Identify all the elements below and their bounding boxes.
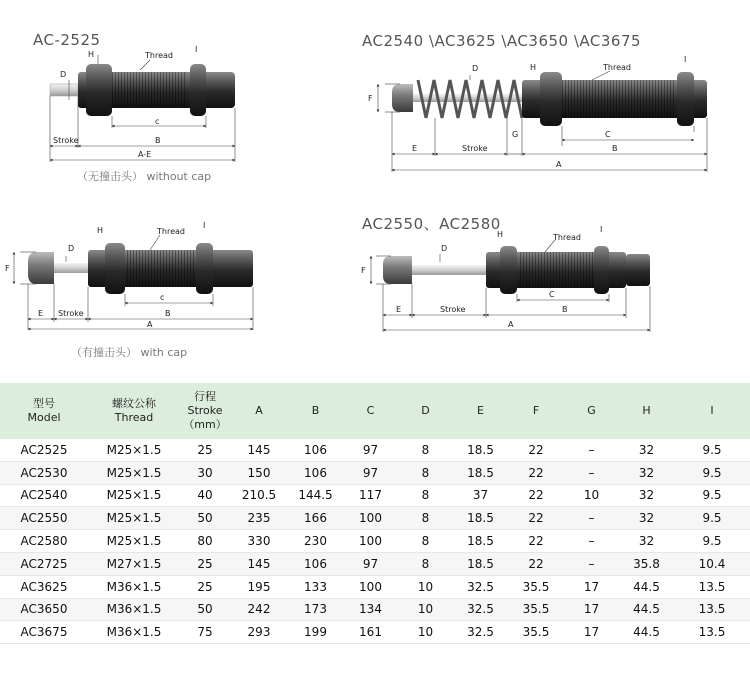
- caption-en: with cap: [140, 346, 188, 359]
- table-cell: M27×1.5: [88, 552, 180, 575]
- table-cell: M36×1.5: [88, 575, 180, 598]
- table-cell: M25×1.5: [88, 439, 180, 461]
- table-cell: 117: [343, 484, 398, 507]
- table-cell: –: [564, 461, 619, 484]
- col-i: I: [674, 383, 750, 439]
- caption-cn: （无撞击头）: [77, 170, 143, 183]
- e-label: E: [38, 309, 44, 318]
- table-row: [0, 507, 750, 530]
- table-cell: 32: [619, 530, 674, 553]
- col-d: D: [398, 383, 453, 439]
- table-cell: 100: [343, 530, 398, 553]
- table-row: [0, 461, 750, 484]
- table-cell: 32: [619, 484, 674, 507]
- table-cell: 22: [508, 439, 564, 461]
- table-cell: 8: [398, 461, 453, 484]
- table-cell: 18.5: [453, 461, 508, 484]
- table-cell: 195: [230, 575, 288, 598]
- table-row: [0, 530, 750, 553]
- table-cell: 32: [619, 507, 674, 530]
- table-cell: M25×1.5: [88, 461, 180, 484]
- table-cell: 242: [230, 598, 288, 621]
- ae-label: A-E: [138, 150, 152, 159]
- table-cell: 18.5: [453, 507, 508, 530]
- table-cell: 173: [288, 598, 343, 621]
- table-cell: 44.5: [619, 575, 674, 598]
- table-row: [0, 575, 750, 598]
- table-cell: 13.5: [674, 598, 750, 621]
- stroke-label: Stroke: [53, 136, 79, 145]
- table-cell: 35.8: [619, 552, 674, 575]
- table-cell: 18.5: [453, 439, 508, 461]
- lock-nut: [86, 64, 112, 116]
- table-cell: 17: [564, 621, 619, 644]
- table-cell: AC3650: [0, 598, 88, 621]
- c-label: c: [160, 293, 165, 302]
- thread-label: Thread: [157, 227, 185, 236]
- table-cell: 134: [343, 598, 398, 621]
- title-ac2540-group: AC2540 \AC3625 \AC3650 \AC3675: [362, 32, 642, 50]
- table-cell: 9.5: [674, 530, 750, 553]
- stroke-label: Stroke: [462, 144, 488, 153]
- table-cell: 32.5: [453, 598, 508, 621]
- lock-nut: [196, 243, 213, 294]
- col-b: B: [288, 383, 343, 439]
- table-cell: 144.5: [288, 484, 343, 507]
- table-cell: AC2530: [0, 461, 88, 484]
- col-f: F: [508, 383, 564, 439]
- a-label: A: [556, 160, 562, 169]
- col-model: 型号 Model: [0, 383, 88, 439]
- table-cell: 9.5: [674, 484, 750, 507]
- table-cell: AC2580: [0, 530, 88, 553]
- table-cell: 32.5: [453, 575, 508, 598]
- diagram-ac2540: [368, 55, 707, 172]
- lock-nut: [677, 72, 694, 126]
- table-cell: 32: [619, 439, 674, 461]
- table-cell: AC2550: [0, 507, 88, 530]
- e-label: E: [396, 305, 402, 314]
- table-cell: 10.4: [674, 552, 750, 575]
- g-label: G: [512, 130, 519, 139]
- col-thread: 螺纹公称 Thread: [88, 383, 180, 439]
- table-cell: 35.5: [508, 621, 564, 644]
- lock-nut: [540, 72, 562, 126]
- title-ac2550-group: AC2550、AC2580: [362, 215, 501, 233]
- f-label: F: [361, 266, 366, 275]
- table-cell: 18.5: [453, 530, 508, 553]
- col-c: C: [343, 383, 398, 439]
- d-label: D: [68, 244, 75, 253]
- col-g: G: [564, 383, 619, 439]
- e-label: E: [412, 144, 418, 153]
- table-cell: 10: [398, 575, 453, 598]
- i-label: I: [195, 45, 198, 54]
- table-cell: 75: [180, 621, 230, 644]
- table-cell: 9.5: [674, 507, 750, 530]
- impact-cap: [392, 84, 413, 112]
- table-cell: 100: [343, 575, 398, 598]
- table-cell: 100: [343, 507, 398, 530]
- col-h: H: [619, 383, 674, 439]
- b-label: B: [612, 144, 618, 153]
- table-cell: 166: [288, 507, 343, 530]
- col-a: A: [230, 383, 288, 439]
- table-row: [0, 484, 750, 507]
- table-cell: AC2725: [0, 552, 88, 575]
- table-cell: 97: [343, 461, 398, 484]
- table-cell: AC3675: [0, 621, 88, 644]
- thread-label: Thread: [145, 51, 173, 60]
- table-cell: 230: [288, 530, 343, 553]
- a-label: A: [508, 320, 514, 329]
- table-cell: M25×1.5: [88, 530, 180, 553]
- table-row: [0, 439, 750, 461]
- table-cell: 330: [230, 530, 288, 553]
- caption-with-cap: [71, 344, 187, 360]
- h-label: H: [497, 230, 504, 239]
- table-cell: 32.5: [453, 621, 508, 644]
- table-cell: M36×1.5: [88, 621, 180, 644]
- caption-cn: （有撞击头）: [71, 346, 137, 359]
- table-row: [0, 552, 750, 575]
- table-cell: 30: [180, 461, 230, 484]
- table-cell: 50: [180, 598, 230, 621]
- diagram-ac2525: [50, 45, 235, 162]
- i-label: I: [203, 221, 206, 230]
- spec-table: [0, 383, 750, 644]
- i-label: I: [600, 225, 603, 234]
- table-cell: AC3625: [0, 575, 88, 598]
- table-cell: 13.5: [674, 621, 750, 644]
- impact-cap: [28, 252, 54, 284]
- thread-label: Thread: [603, 63, 631, 72]
- table-cell: 32: [619, 461, 674, 484]
- b-label: B: [562, 305, 568, 314]
- impact-cap: [383, 256, 412, 284]
- caption-without-cap: [77, 168, 211, 184]
- table-cell: 13.5: [674, 575, 750, 598]
- table-cell: M36×1.5: [88, 598, 180, 621]
- table-cell: 106: [288, 439, 343, 461]
- i-label: I: [684, 55, 687, 64]
- table-cell: 40: [180, 484, 230, 507]
- table-cell: 50: [180, 507, 230, 530]
- table-cell: 8: [398, 530, 453, 553]
- table-cell: 161: [343, 621, 398, 644]
- table-cell: 8: [398, 439, 453, 461]
- a-label: A: [147, 320, 153, 329]
- table-cell: 8: [398, 507, 453, 530]
- table-cell: –: [564, 552, 619, 575]
- h-label: H: [530, 63, 537, 72]
- lock-nut: [105, 243, 125, 294]
- table-cell: 145: [230, 439, 288, 461]
- table-cell: 10: [398, 621, 453, 644]
- piston-rod: [50, 84, 78, 96]
- table-cell: AC2540: [0, 484, 88, 507]
- c-label: C: [605, 130, 611, 139]
- title-ac2525: AC-2525: [33, 31, 101, 49]
- table-cell: 145: [230, 552, 288, 575]
- caption-en: without cap: [146, 170, 212, 183]
- col-e: E: [453, 383, 508, 439]
- b-label: B: [155, 136, 161, 145]
- table-cell: 35.5: [508, 598, 564, 621]
- f-label: F: [368, 94, 373, 103]
- table-body: [0, 439, 750, 644]
- thread-label: Thread: [553, 233, 581, 242]
- table-cell: –: [564, 507, 619, 530]
- table-cell: 106: [288, 461, 343, 484]
- lock-nut: [190, 64, 206, 116]
- diagram-with-cap: [5, 221, 253, 330]
- table-cell: 97: [343, 439, 398, 461]
- table-cell: 235: [230, 507, 288, 530]
- table-cell: 25: [180, 575, 230, 598]
- table-cell: 22: [508, 530, 564, 553]
- f-label: F: [5, 264, 10, 273]
- d-label: D: [441, 244, 448, 253]
- table-cell: 10: [398, 598, 453, 621]
- stroke-label: Stroke: [440, 305, 466, 314]
- lock-nut: [500, 246, 517, 294]
- header-row: [0, 383, 750, 439]
- col-stroke: 行程 Stroke （mm）: [180, 383, 230, 439]
- table-cell: 10: [564, 484, 619, 507]
- d-label: D: [60, 70, 67, 79]
- table-cell: 22: [508, 507, 564, 530]
- table-cell: 17: [564, 598, 619, 621]
- h-label: H: [97, 226, 104, 235]
- table-cell: 17: [564, 575, 619, 598]
- table-cell: –: [564, 439, 619, 461]
- table-cell: 199: [288, 621, 343, 644]
- c-label: c: [155, 117, 160, 126]
- table-cell: 8: [398, 552, 453, 575]
- table-cell: 22: [508, 461, 564, 484]
- table-row: [0, 621, 750, 644]
- table-cell: 8: [398, 484, 453, 507]
- table-cell: 35.5: [508, 575, 564, 598]
- h-label: H: [88, 50, 95, 59]
- table-cell: 18.5: [453, 552, 508, 575]
- table-cell: 133: [288, 575, 343, 598]
- table-cell: 37: [453, 484, 508, 507]
- c-label: C: [549, 290, 555, 299]
- table-cell: –: [564, 530, 619, 553]
- table-cell: 150: [230, 461, 288, 484]
- table-cell: 9.5: [674, 439, 750, 461]
- table-cell: 22: [508, 484, 564, 507]
- table-cell: 80: [180, 530, 230, 553]
- table-cell: 106: [288, 552, 343, 575]
- lock-nut: [594, 246, 609, 294]
- table-cell: 97: [343, 552, 398, 575]
- table-cell: 22: [508, 552, 564, 575]
- table-cell: 25: [180, 439, 230, 461]
- table-cell: AC2525: [0, 439, 88, 461]
- table-cell: 293: [230, 621, 288, 644]
- table-cell: M25×1.5: [88, 484, 180, 507]
- table-cell: 44.5: [619, 598, 674, 621]
- d-label: D: [472, 64, 479, 73]
- table-cell: M25×1.5: [88, 507, 180, 530]
- b-label: B: [165, 309, 171, 318]
- diagram-ac2550: [361, 225, 650, 332]
- stroke-label: Stroke: [58, 309, 84, 318]
- table-row: [0, 598, 750, 621]
- table-cell: 9.5: [674, 461, 750, 484]
- table-cell: 44.5: [619, 621, 674, 644]
- table-cell: 25: [180, 552, 230, 575]
- table-cell: 210.5: [230, 484, 288, 507]
